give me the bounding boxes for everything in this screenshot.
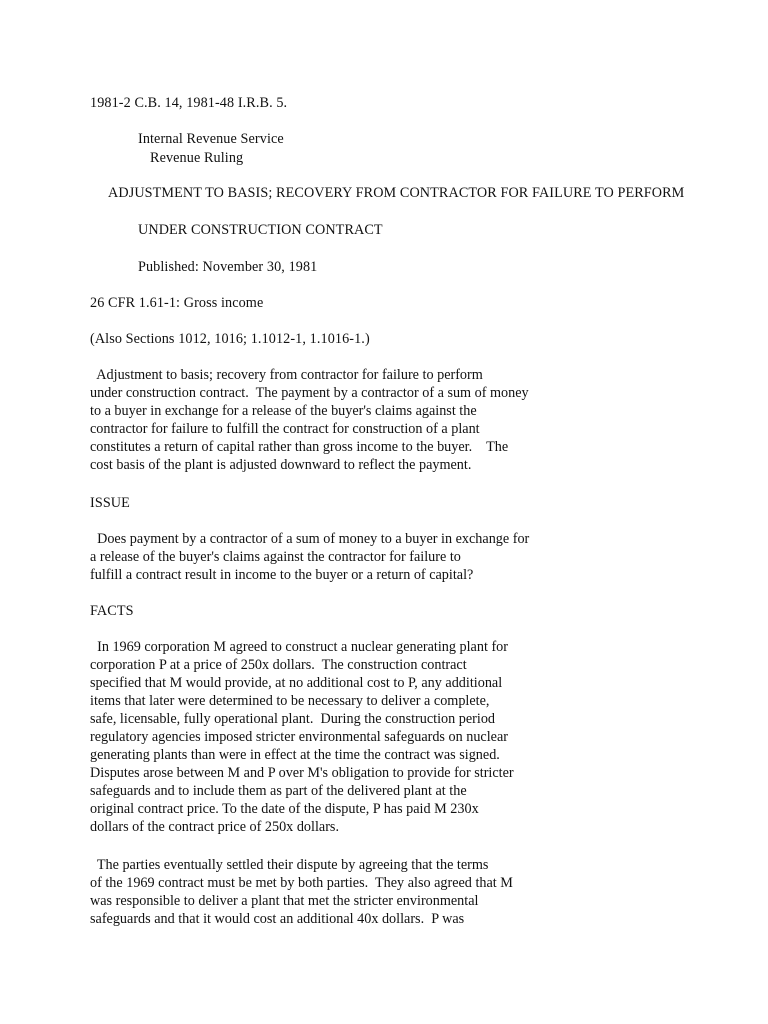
summary-line: under construction contract. The payment by a contractor of a sum of money [90, 385, 529, 401]
facts-line: Disputes arose between M and P over M's obligation to provide for stricter [90, 765, 514, 781]
facts-paragraph-1 [90, 638, 610, 836]
facts-line: items that later were determined to be necessary to deliver a complete, [90, 693, 490, 709]
facts-heading: FACTS [90, 603, 134, 619]
facts-line: The parties eventually settled their dispute by agreeing that the terms [90, 857, 489, 873]
facts-line: safe, licensable, fully operational plant. During the construction period [90, 711, 496, 727]
facts-paragraph-2 [90, 856, 610, 928]
facts-line: of the 1969 contract must be met by both parties. They also agreed that M [90, 875, 513, 891]
citation: 1981-2 C.B. 14, 1981-48 I.R.B. 5. [90, 95, 288, 111]
facts-line: safeguards and that it would cost an additional 40x dollars. P was [90, 911, 465, 927]
issue-line: Does payment by a contractor of a sum of money to a buyer in exchange for [90, 531, 530, 547]
facts-line: dollars of the contract price of 250x dollars. [90, 819, 339, 835]
agency-name: Internal Revenue Service [138, 131, 284, 147]
title-line-1: ADJUSTMENT TO BASIS; RECOVERY FROM CONTRACTOR FOR FAILURE TO PERFORM [108, 185, 685, 201]
issue-line: a release of the buyer's claims against the contractor for failure to [90, 549, 461, 565]
facts-line: In 1969 corporation M agreed to construct a nuclear generating plant for [90, 639, 508, 655]
title-line-2: UNDER CONSTRUCTION CONTRACT [138, 222, 383, 238]
facts-line: was responsible to deliver a plant that met the stricter environmental [90, 893, 479, 909]
facts-line: regulatory agencies imposed stricter environmental safeguards on nuclear [90, 729, 508, 745]
summary-line: constitutes a return of capital rather than gross income to the buyer. The [90, 439, 509, 455]
summary-line: Adjustment to basis; recovery from contractor for failure to perform [90, 367, 483, 383]
summary-line: contractor for failure to fulfill the contract for construction of a plant [90, 421, 480, 437]
issue-heading: ISSUE [90, 495, 130, 511]
published-date: Published: November 30, 1981 [138, 259, 318, 275]
facts-line: corporation P at a price of 250x dollars. The construction contract [90, 657, 467, 673]
document-type: Revenue Ruling [150, 150, 244, 166]
issue-line: fulfill a contract result in income to the buyer or a return of capital? [90, 567, 474, 583]
also-sections: (Also Sections 1012, 1016; 1.1012-1, 1.1016-1.) [90, 331, 370, 347]
cfr-reference: 26 CFR 1.61-1: Gross income [90, 295, 264, 311]
facts-line: generating plants than were in effect at the time the contract was signed. [90, 747, 500, 763]
facts-line: original contract price. To the date of the dispute, P has paid M 230x [90, 801, 479, 817]
facts-line: specified that M would provide, at no additional cost to P, any additional [90, 675, 503, 691]
summary-line: to a buyer in exchange for a release of the buyer's claims against the [90, 403, 477, 419]
summary-paragraph [90, 366, 610, 474]
issue-paragraph [90, 530, 610, 584]
facts-line: safeguards and to include them as part of the delivered plant at the [90, 783, 467, 799]
summary-line: cost basis of the plant is adjusted downward to reflect the payment. [90, 457, 472, 473]
